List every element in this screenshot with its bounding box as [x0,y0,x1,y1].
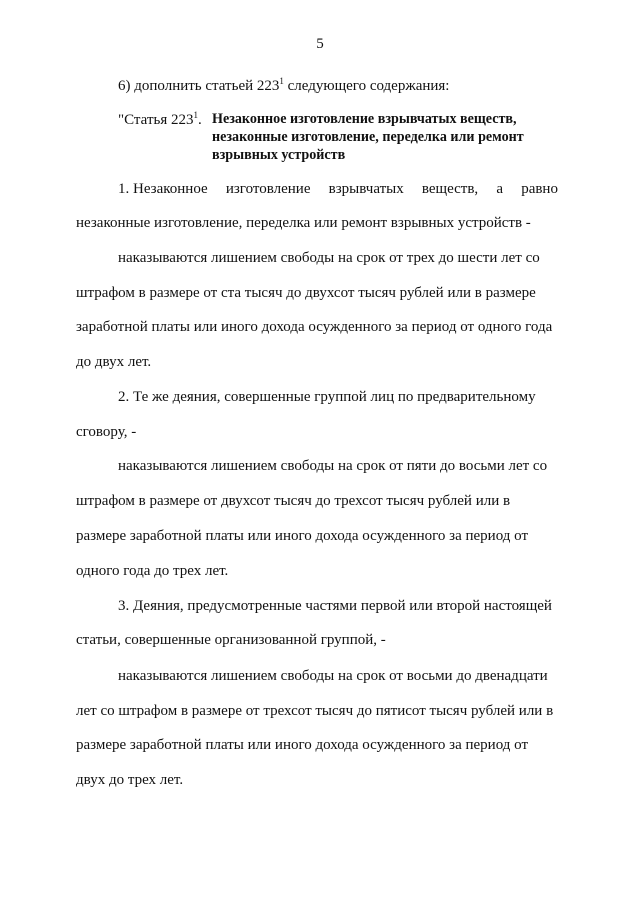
article-heading-line: незаконные изготовление, переделка или ремонт [212,129,524,145]
part1-penalty-line: до двух лет. [76,354,152,370]
part2-penalty-line: наказываются лишением свободы на срок от пяти до восьми лет со [118,458,548,474]
part3-penalty-line: лет со штрафом в размере от трехсот тысяч до пятисот тысяч рублей или в [76,703,554,719]
part1-word: взрывчатых [328,181,404,197]
part2-penalty-line: штрафом в размере от двухсот тысяч до трехсот тысяч рублей или в [76,493,511,509]
part1-word: а [496,181,504,197]
part1-penalty-line: наказываются лишением свободы на срок от трех до шести лет со [118,250,540,266]
intro-text: 6) дополнить статьей 223 [118,78,280,94]
article-heading-line: взрывных устройств [212,147,346,163]
part2-penalty-line: размере заработной платы или иного дохода осужденного за период от [76,528,529,544]
intro-superscript: 1 [279,76,284,86]
intro-tail: следующего содержания: [283,78,450,94]
part3-penalty-line: наказываются лишением свободы на срок от восьми до двенадцати [118,668,548,684]
part2-penalty-line: одного года до трех лет. [76,563,229,579]
part2-line: 2. Те же деяния, совершенные группой лиц по предварительному [118,389,536,405]
part3-penalty-line: размере заработной платы или иного дохода осужденного за период от [76,737,529,753]
article-label-dot: . [197,112,202,128]
part1-word: веществ, [421,181,479,197]
part1-word: равно [521,181,558,197]
part3-penalty-line: двух до трех лет. [76,772,184,788]
article-label [118,110,202,129]
part1-second-line: незаконные изготовление, переделка или ремонт взрывных устройств - [76,215,531,231]
part1-word: 1. Незаконное [118,181,208,197]
part2-line: сговору, - [76,424,137,440]
part1-first-line [118,180,558,198]
article-heading-line: Незаконное изготовление взрывчатых веществ, [212,111,517,127]
part1-word: изготовление [225,181,311,197]
intro-line [118,72,449,95]
article-label-text: "Статья 223 [118,112,194,128]
part3-line: статьи, совершенные организованной группой, - [76,632,386,648]
part1-penalty-line: штрафом в размере от ста тысяч до двухсот тысяч рублей или в размере [76,285,536,301]
page-number: 5 [316,36,324,52]
part3-line: 3. Деяния, предусмотренные частями первой или второй настоящей [118,598,552,614]
article-heading [212,110,572,164]
part1-penalty-line: заработной платы или иного дохода осужденного за период от одного года [76,319,553,335]
article-label-superscript: 1 [193,110,198,120]
